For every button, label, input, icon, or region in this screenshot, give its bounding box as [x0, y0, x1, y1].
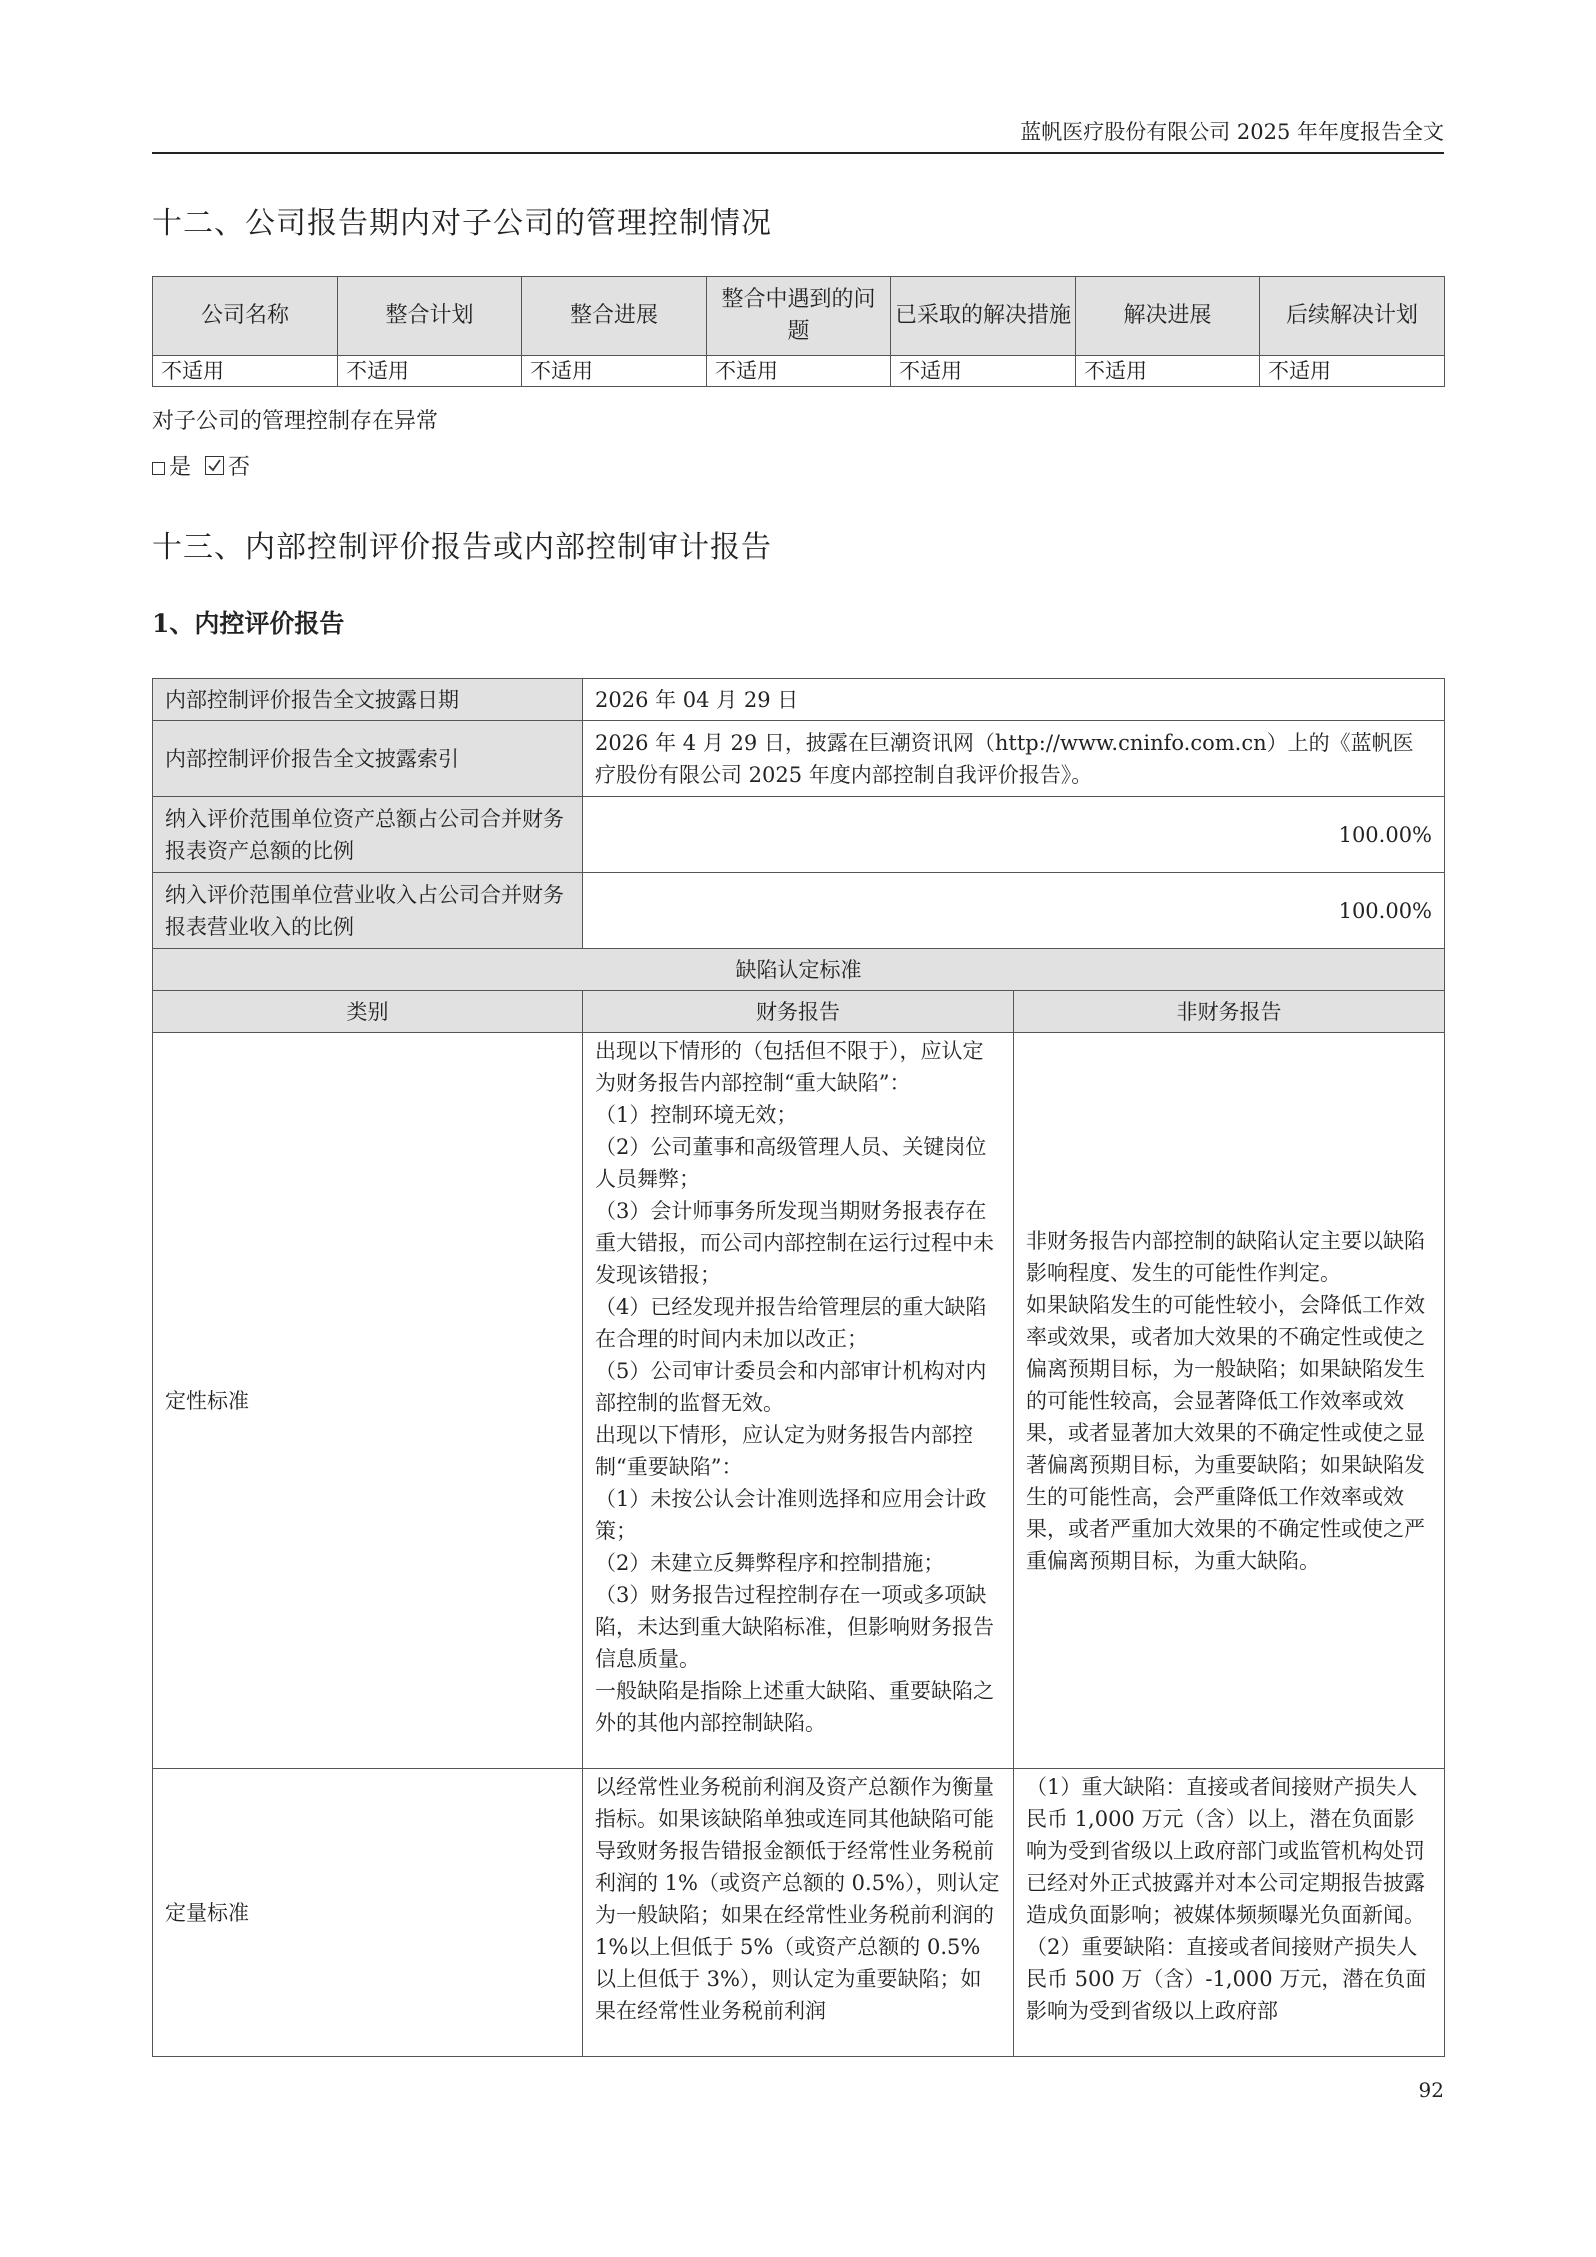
text-line: 一般缺陷是指除上述重大缺陷、重要缺陷之外的其他内部控制缺陷。 [595, 1679, 994, 1735]
text-line: （4）已经发现并报告给管理层的重大缺陷在合理的时间内未加以改正； [595, 1295, 987, 1351]
table-cell: 不适用 [338, 356, 522, 387]
table-row [153, 1033, 1445, 1769]
revenue-ratio-label: 纳入评价范围单位营业收入占公司合并财务报表营业收入的比例 [153, 873, 583, 949]
disclosure-index-label: 内部控制评价报告全文披露索引 [153, 721, 583, 797]
table-header-row [153, 277, 1445, 356]
section-12-heading: 十二、公司报告期内对子公司的管理控制情况 [152, 206, 772, 241]
abnormal-control-options [152, 450, 250, 481]
table-cell: 不适用 [522, 356, 707, 387]
subsidiary-integration-table [152, 276, 1445, 387]
text-line: 出现以下情形，应认定为财务报告内部控制“重要缺陷”： [595, 1423, 973, 1479]
table-row [153, 1769, 1445, 2057]
text-line: （2）公司董事和高级管理人员、关键岗位人员舞弊； [595, 1135, 987, 1191]
internal-control-evaluation-table [152, 678, 1445, 2057]
text-line: （1）重大缺陷：直接或者间接财产损失人民币 1,000 万元（含）以上，潜在负面影响为受到省级以上政府部门或监管机构处罚已经对外正式披露并对本公司定期报告披露造成负面影响；被媒体频频曝光负面新闻。 [1026, 1775, 1425, 1927]
checkbox-checked-icon [205, 456, 224, 475]
header-rule [152, 152, 1444, 154]
col-header-nonfinancial: 非财务报告 [1014, 991, 1445, 1033]
text-line: （2）未建立反舞弊程序和控制措施； [595, 1551, 945, 1575]
qualitative-financial-cell [583, 1033, 1014, 1769]
table-row [153, 873, 1445, 949]
table-row [153, 797, 1445, 873]
table-cell: 不适用 [1076, 356, 1260, 387]
qualitative-nonfinancial-cell [1014, 1033, 1445, 1769]
table-row [153, 991, 1445, 1033]
text-line: （1）未按公认会计准则选择和应用会计政策； [595, 1487, 987, 1543]
text-line: （3）财务报告过程控制存在一项或多项缺陷，未达到重大缺陷标准，但影响财务报告信息质量。 [595, 1583, 994, 1671]
subsection-1-heading: 1、内控评价报告 [152, 609, 345, 638]
table-cell: 不适用 [153, 356, 338, 387]
checkbox-unchecked-icon [152, 462, 165, 475]
disclosure-date-label: 内部控制评价报告全文披露日期 [153, 679, 583, 721]
disclosure-index-value: 2026 年 4 月 29 日，披露在巨潮资讯网（http://www.cninfo.com.cn）上的《蓝帆医疗股份有限公司 2025 年度内部控制自我评价报告》。 [583, 721, 1445, 797]
table-row [153, 679, 1445, 721]
col-header-resolution-progress: 解决进展 [1076, 277, 1260, 356]
col-header-measures: 已采取的解决措施 [891, 277, 1076, 356]
text-line: （3）会计师事务所发现当期财务报表存在重大错报，而公司内部控制在运行过程中未发现该错报； [595, 1199, 994, 1287]
abnormal-control-label: 对子公司的管理控制存在异常 [152, 409, 439, 434]
text-line: 非财务报告内部控制的缺陷认定主要以缺陷影响程度、发生的可能性作判定。 [1026, 1228, 1425, 1285]
option-yes-label: 是 [169, 455, 192, 480]
text-line: （2）重要缺陷：直接或者间接财产损失人民币 500 万（含）-1,000 万元，潜在负面影响为受到省级以上政府部 [1026, 1935, 1427, 2023]
col-header-progress: 整合进展 [522, 277, 707, 356]
table-cell: 不适用 [707, 356, 891, 387]
option-no-label: 否 [228, 455, 251, 480]
col-header-followup-plan: 后续解决计划 [1260, 277, 1445, 356]
col-header-category: 类别 [153, 991, 583, 1033]
table-cell: 不适用 [891, 356, 1076, 387]
asset-ratio-label: 纳入评价范围单位资产总额占公司合并财务报表资产总额的比例 [153, 797, 583, 873]
asset-ratio-value: 100.00% [583, 797, 1445, 873]
col-header-plan: 整合计划 [338, 277, 522, 356]
col-header-problems: 整合中遇到的问题 [707, 277, 891, 356]
report-header-title: 蓝帆医疗股份有限公司 2025 年年度报告全文 [1020, 120, 1444, 144]
text-line: 出现以下情形的（包括但不限于），应认定为财务报告内部控制“重大缺陷”： [595, 1039, 984, 1095]
table-cell: 不适用 [1260, 356, 1445, 387]
quantitative-financial-cell: 以经常性业务税前利润及资产总额作为衡量指标。如果该缺陷单独或连同其他缺陷可能导致财务报告错报金额低于经常性业务税前利润的 1%（或资产总额的 0.5%），则认定为一般缺陷；如果在经常性业务税前利润的 1%以上但低于 5%（或资产总额的 0.5%以上但低于 3%），则认定为重要缺陷；如果在经常性业务税前利润 [583, 1769, 1014, 2057]
text-line: 如果缺陷发生的可能性较小，会降低工作效率或效果，或者加大效果的不确定性或使之偏离预期目标，为一般缺陷；如果缺陷发生的可能性较高，会显著降低工作效率或效果，或者显著加大效果的不确定性或使之显著偏离预期目标，为重要缺陷；如果缺陷发生的可能性高，会严重降低工作效率或效果，或者严重加大效果的不确定性或使之严重偏离预期目标，为重大缺陷。 [1026, 1292, 1425, 1573]
disclosure-date-value: 2026 年 04 月 29 日 [583, 679, 1445, 721]
revenue-ratio-value: 100.00% [583, 873, 1445, 949]
table-row [153, 721, 1445, 797]
text-line: （5）公司审计委员会和内部审计机构对内部控制的监督无效。 [595, 1359, 987, 1415]
defect-standard-title: 缺陷认定标准 [153, 949, 1445, 991]
col-header-financial: 财务报告 [583, 991, 1014, 1033]
quantitative-nonfinancial-cell [1014, 1769, 1445, 2057]
col-header-company: 公司名称 [153, 277, 338, 356]
section-13-heading: 十三、内部控制评价报告或内部控制审计报告 [152, 530, 772, 565]
page-number: 92 [1418, 2078, 1444, 2102]
table-row [153, 356, 1445, 387]
quantitative-standard-label: 定量标准 [153, 1769, 583, 2057]
qualitative-standard-label: 定性标准 [153, 1033, 583, 1769]
table-row [153, 949, 1445, 991]
text-line: （1）控制环境无效； [595, 1103, 798, 1127]
